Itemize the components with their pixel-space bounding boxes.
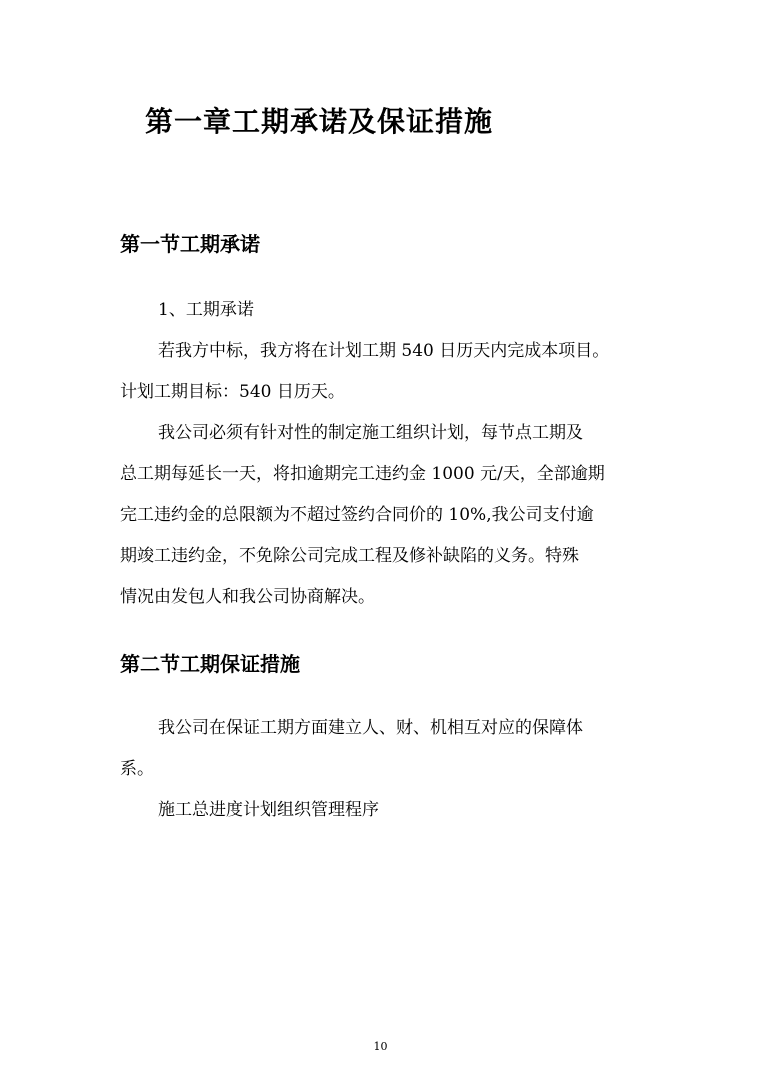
section2-subheading <box>120 790 650 831</box>
paragraph-line: 情况由发包人和我公司协商解决。 <box>120 587 375 607</box>
paragraph-line: 计划工期目标：540 日历天。 <box>120 382 345 402</box>
subheading-text: 1、工期承诺 <box>158 300 254 320</box>
section2-paragraph-1 <box>120 708 650 790</box>
paragraph-line: 若我方中标，我方将在计划工期 540 日历天内完成本项目。 <box>158 341 610 361</box>
section1-subheading <box>120 290 650 331</box>
paragraph-line: 我公司在保证工期方面建立人、财、机相互对应的保障体 <box>158 718 583 738</box>
paragraph-line: 我公司必须有针对性的制定施工组织计划，每节点工期及 <box>158 423 583 443</box>
paragraph-line: 期竣工违约金，不免除公司完成工程及修补缺陷的义务。特殊 <box>120 546 579 566</box>
page-number: 10 <box>373 1040 388 1053</box>
section-title-2: 第二节工期保证措施 <box>120 652 300 676</box>
section1-paragraph-2 <box>120 413 650 618</box>
paragraph-line: 系。 <box>120 759 154 779</box>
section1-paragraph-1 <box>120 331 650 413</box>
chapter-title: 第一章工期承诺及保证措施 <box>145 105 494 138</box>
paragraph-line: 总工期每延长一天，将扣逾期完工违约金 1000 元/天，全部逾期 <box>120 464 605 484</box>
section-title-1: 第一节工期承诺 <box>120 232 260 256</box>
subheading-text: 施工总进度计划组织管理程序 <box>158 800 379 820</box>
paragraph-line: 完工违约金的总限额为不超过签约合同价的 10%,我公司支付逾 <box>120 505 594 525</box>
